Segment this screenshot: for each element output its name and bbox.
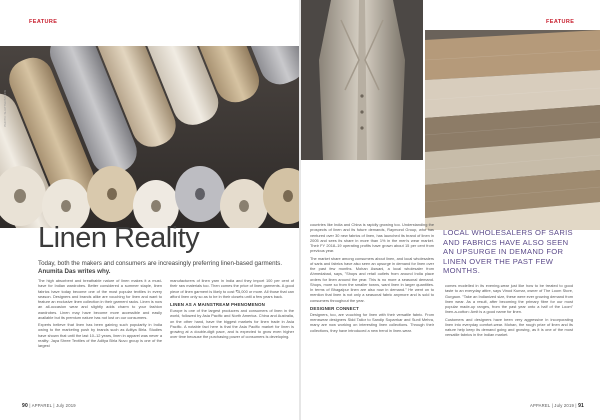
page-number-left: 90 — [22, 403, 28, 409]
photo-credit: PHOTO: SHUTTERSTOCK — [3, 90, 7, 127]
body-paragraph: comes modelled in its evening-wear just like how to be treated to good taste to an everyday attire, says Vinod Kumar, owner of The Loom Store, Gurgaon. "Take an Indianized size, these were ever growing demand from linen wear. As a result, after becoming the primary fibre for our most popular made-up ranges, from the past year onto a half of the Loom" linen-a-cotton: Amit is a good name for linen. — [445, 283, 573, 315]
issue-date-right: July 2019 — [554, 403, 575, 408]
fabric-swatches-photo — [425, 30, 600, 230]
byline-suffix: writes why. — [77, 267, 111, 275]
byline-author: Anumita Das — [38, 267, 76, 275]
standfirst-lead: Today, both the makers and consumers are increasingly preferring linen-based garments. — [38, 260, 283, 267]
fabric-swatches-illustration — [425, 30, 600, 230]
body-paragraph: Europe is one of the largest producers and consumers of linen in the world, followed by Asia Pacific and North America. China and Australia, on the other hand, have the biggest markets for linen trade in Asia Pacific. A notable fact here is that the Asia Pacific market for linen is growing at a double-digit pace, and is expected to grow even higher over time because the purchasing power of consumers is developing. — [170, 308, 294, 340]
body-column-2 — [170, 278, 294, 342]
section-tag-left: FEATURE — [29, 19, 58, 25]
body-paragraph: manufacturers of linen yarn in India and they import 100 per cent of their raw materials too. Then comes the price of linen garments. A good piece of linen garment is likely to cost ₹5,000 or more. All those that can afford linen only so as to be in their closets until a few years back. — [170, 278, 295, 299]
folio-left: 90 | APPAREL | July 2019 — [22, 403, 76, 409]
body-paragraph: The high absorbent and breathable nature of linen makes it a must-have for Indian wardrobes. Better considered a summer staple, linen fabrics have today become one of the most popular textiles in every season. Designers and brands alike are vouching for linen and want to feature an exclusive linen collection in their garment racks. Linen is now an all-occasion wear and slightly adds charm to your fashion wardrobes. Linen may have become more accessible and easily available but its premium nature has not lost on our consumers. — [38, 278, 162, 320]
body-paragraph: Customers and designers have been very aggressive in incorporating linen into everyday comfort-wear. Mohan, the rough prize of linen and its nature help keep its demand going and growing, as it is one of the most versatile fabrics in the Indian market. — [445, 316, 573, 338]
mannequin-photo — [301, 0, 423, 160]
fabric-rolls-illustration — [0, 46, 299, 228]
subheading-mainstream: LINEN AS A MAINSTREAM PHENOMENON — [170, 302, 265, 307]
folio-right: APPAREL | July 2019 | 91 — [530, 403, 585, 409]
body-column-3 — [310, 222, 434, 335]
page-number-right: 91 — [578, 403, 585, 409]
linen-jacket-mannequin-illustration — [301, 0, 423, 160]
body-paragraph: Designers, too, are vouching for linen with their versatile fabric. From menswear designers Sidd Tailor to Sandip Soparrkar and Sunil Mehra, many are now working on interesting linen collections. Through their collections, they have introduced a new trend in linen-wear. — [310, 311, 434, 333]
body-paragraph: Experts believe that linen has been gaining such popularity in India owing to the marketing push by brands such as Aditya Birla. Studies have shown that until the last 10–12 years, linen in apparel was never a reality: Jaya Shree Textiles of the Aditya Birla Nuvo group is one of the largest — [38, 322, 162, 348]
body-column-1 — [38, 278, 162, 350]
section-tag-right: FEATURE — [546, 19, 575, 25]
subheading-designer-connect: DESIGNER CONNECT — [310, 305, 360, 311]
article-headline: Linen Reality — [38, 222, 200, 254]
magazine-name-left: APPAREL — [31, 403, 53, 408]
spread-gutter — [299, 0, 301, 420]
body-paragraph: countries like India and China is rapidly growing too. Understanding the prospects of linen and its future demands, Raymond Group, who has ventured over 30 new fabrics of linen, has launched its brand of linen in 2005 and sees its share in more than 1% in the men's wear market. Their FY 2018–19 operating profits have grown about 15 per cent from previous year. — [310, 222, 434, 254]
fabric-rolls-photo — [0, 46, 299, 228]
pull-quote: LOCAL WHOLESALERS OF SARIS AND FABRICS HAVE ALSO SEEN AN UPSURGE IN DEMAND FOR LINEN OVER THE PAST FEW MONTHS. — [443, 228, 573, 275]
magazine-name-right: APPAREL — [530, 403, 551, 408]
issue-date-left: July 2019 — [56, 403, 76, 408]
body-column-4 — [445, 283, 573, 340]
article-standfirst — [38, 260, 288, 275]
body-paragraph: The market share among consumers about linen, and local wholesalers of saris and fabrics have also seen an upsurge in demand for linen over the past few months. Mohan Aswani, a local wholesaler from Ahmedabad, says, "Shops and retail outlets from around India place orders for linen around the year. This is no more a seasonal demand. Shops, more so from the smaller towns, want linen in larger quantities. In terms of Bhagalpur linen are also now in demand." He went on to mention that linen is not only a seasonal fabric anymore and is sold to consumers throughout the year. — [310, 255, 434, 303]
